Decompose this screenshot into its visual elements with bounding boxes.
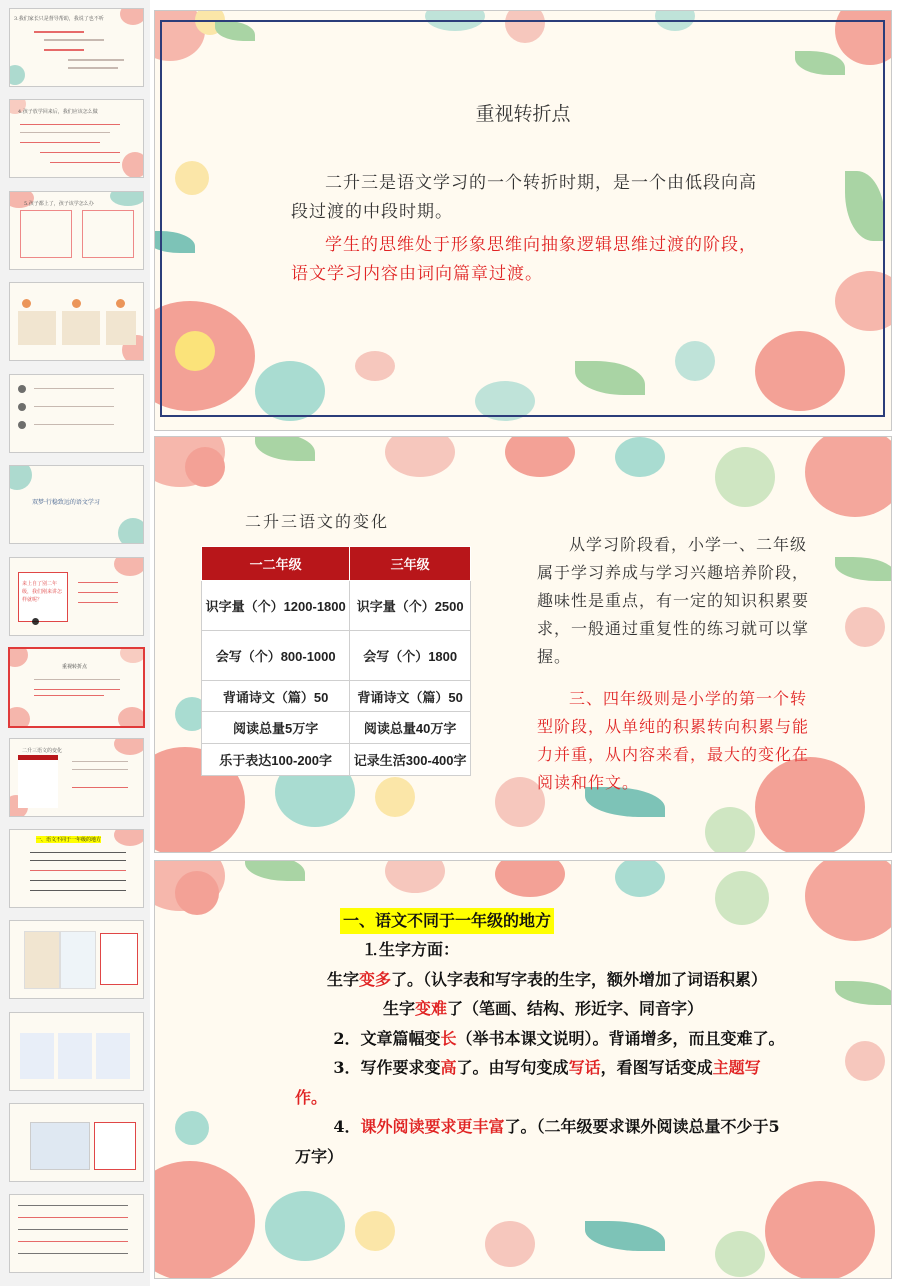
slide-thumbnail-14[interactable] <box>9 1194 144 1273</box>
table-header: 一二年级 <box>202 547 350 581</box>
slide-thumbnail-11[interactable] <box>9 920 144 999</box>
slide-paragraph-highlight: 三、四年级则是小学的第一个转型阶段，从单纯的积累转向积累与能力并重，从内容来看，最大的变化在阅读和作文。 <box>537 689 810 792</box>
slide-title: 重视转折点 <box>475 103 571 125</box>
body-text: 生字 <box>383 999 416 1018</box>
flower-decoration <box>385 436 455 477</box>
thumbnail-3-text: 5.孩子都上了，孩子该学怎么办 <box>24 201 94 207</box>
flower-decoration <box>375 777 415 817</box>
table-cell: 阅读总量5万字 <box>202 712 350 744</box>
slide-paragraph-highlight: 学生的思维处于形象思维向抽象逻辑思维过渡的阶段，语文学习内容由词向篇章过渡。 <box>291 235 757 284</box>
slide-thumbnail-10[interactable] <box>9 829 144 908</box>
slide-thumbnail-5[interactable] <box>9 374 144 453</box>
body-text: （举书本课文说明）。背诵增多，而且变难了。 <box>456 1028 785 1048</box>
body-text: 4． <box>333 1117 361 1136</box>
table-cell: 背诵诗文（篇）50 <box>350 681 471 712</box>
table-cell: 会写（个）800-1000 <box>202 631 350 681</box>
slide-thumbnail-2[interactable] <box>9 99 144 178</box>
table-row <box>202 631 471 681</box>
table-cell: 背诵诗文（篇）50 <box>202 681 350 712</box>
body-text: ，看图写话变成 <box>600 1058 713 1077</box>
table-cell: 记录生活300-400字 <box>350 744 471 776</box>
flower-decoration <box>615 860 665 897</box>
slide-preview-2[interactable] <box>154 436 892 853</box>
flower-decoration <box>175 1111 209 1145</box>
table-row <box>202 712 471 744</box>
thumbnail-6-text: 双梦·行稳致远的语文学习 <box>32 499 100 506</box>
flower-decoration <box>715 447 775 507</box>
flower-decoration <box>265 1191 345 1261</box>
thumbnail-1-text: 3.我们家长只是督导帮助，我说了也不听 <box>14 16 104 22</box>
body-text: 3．写作要求变 <box>333 1058 441 1077</box>
flower-decoration <box>355 1211 395 1251</box>
slide-thumbnail-9[interactable] <box>9 738 144 817</box>
table-cell: 识字量（个）2500 <box>350 581 471 631</box>
table-row <box>202 744 471 776</box>
slide-thumbnail-12[interactable] <box>9 1012 144 1091</box>
thumbnail-8-text: 重视转折点 <box>62 664 88 670</box>
leaf-decoration <box>255 436 315 461</box>
leaf-decoration <box>835 557 892 581</box>
slide-thumbnail-6[interactable] <box>9 465 144 544</box>
highlight-text: 变多 <box>359 969 392 989</box>
thumbnail-7-text: 来上自了别二年级，我们刚来讲怎样就呢？ <box>22 581 63 603</box>
table-row <box>202 581 471 631</box>
flower-decoration <box>495 860 565 897</box>
slide-paragraph: 二升三是语文学习的一个转折时期，是一个由低段向高段过渡的中段时期。 <box>291 173 757 222</box>
highlight-text: 主题写作。 <box>295 1058 761 1107</box>
slide-thumbnail-3[interactable] <box>9 191 144 270</box>
point-label: ⒈生字方面： <box>363 940 460 959</box>
flower-decoration <box>805 860 892 941</box>
body-text: 2．文章篇幅变 <box>333 1028 441 1048</box>
flower-decoration <box>185 447 225 487</box>
flower-decoration <box>385 860 445 893</box>
leaf-decoration <box>835 981 892 1005</box>
highlight-text: 高 <box>440 1058 457 1077</box>
table-row <box>202 681 471 712</box>
flower-decoration <box>505 436 575 477</box>
thumbnail-9-text: 二升三语文的变化 <box>22 748 63 754</box>
flower-decoration <box>805 436 892 517</box>
thumbnail-2-text: 4.孩子放学回来后，我们应该怎么做 <box>18 109 98 115</box>
leaf-decoration <box>585 1221 665 1251</box>
flower-decoration <box>705 807 755 853</box>
thumbnail-10-text: 一、语文不同于一年级的地方 <box>36 837 102 843</box>
slide-thumbnail-8-selected[interactable] <box>8 647 145 728</box>
body-text: 了。（二年级要求课外阅读总量不少于5万字） <box>295 1117 780 1166</box>
table-cell: 乐于表达100-200字 <box>202 744 350 776</box>
grade-comparison-table <box>201 546 471 776</box>
body-text: 了（笔画、结构、形近字、同音字） <box>447 999 704 1018</box>
flower-decoration <box>485 1221 535 1267</box>
body-text: 生字 <box>327 969 360 989</box>
slide-paragraph: 从学习阶段看，小学一、二年级属于学习养成与学习兴趣培养阶段，趣味性是重点，有一定的知识积累要求，一般通过重复性的练习就可以掌握。 <box>537 535 810 666</box>
highlight-text: 课外阅读要求更丰富 <box>360 1117 505 1136</box>
slide-body-text <box>295 935 791 1171</box>
flower-decoration <box>715 1231 765 1277</box>
highlight-text: 写话 <box>568 1058 601 1077</box>
flower-decoration <box>845 1041 885 1081</box>
slide-preview-1[interactable] <box>154 10 892 431</box>
flower-decoration <box>765 1181 875 1279</box>
slide-thumbnail-7[interactable] <box>9 557 144 636</box>
flower-decoration <box>845 607 885 647</box>
table-cell: 识字量（个）1200-1800 <box>202 581 350 631</box>
slide-title: 二升三语文的变化 <box>245 512 390 531</box>
table-cell: 阅读总量40万字 <box>350 712 471 744</box>
body-text: 了。（认字表和写字表的生字，额外增加了词语积累） <box>391 969 768 989</box>
flower-decoration <box>715 871 769 925</box>
flower-decoration <box>175 871 219 915</box>
slide-heading-highlighted: 一、语文不同于一年级的地方 <box>340 908 554 934</box>
highlight-text: 长 <box>440 1028 457 1048</box>
flower-decoration <box>154 1161 255 1279</box>
body-text: 了。由写句变成 <box>456 1058 569 1077</box>
slide-thumbnail-4[interactable] <box>9 282 144 361</box>
slide-thumbnail-13[interactable] <box>9 1103 144 1182</box>
leaf-decoration <box>245 860 305 881</box>
slide-thumbnail-1[interactable] <box>9 8 144 87</box>
highlight-text: 变难 <box>415 999 448 1018</box>
slide-thumbnail-panel <box>0 0 150 1286</box>
table-header: 三年级 <box>350 547 471 581</box>
slide-preview-3[interactable] <box>154 860 892 1279</box>
flower-decoration <box>615 437 665 477</box>
table-cell: 会写（个）1800 <box>350 631 471 681</box>
